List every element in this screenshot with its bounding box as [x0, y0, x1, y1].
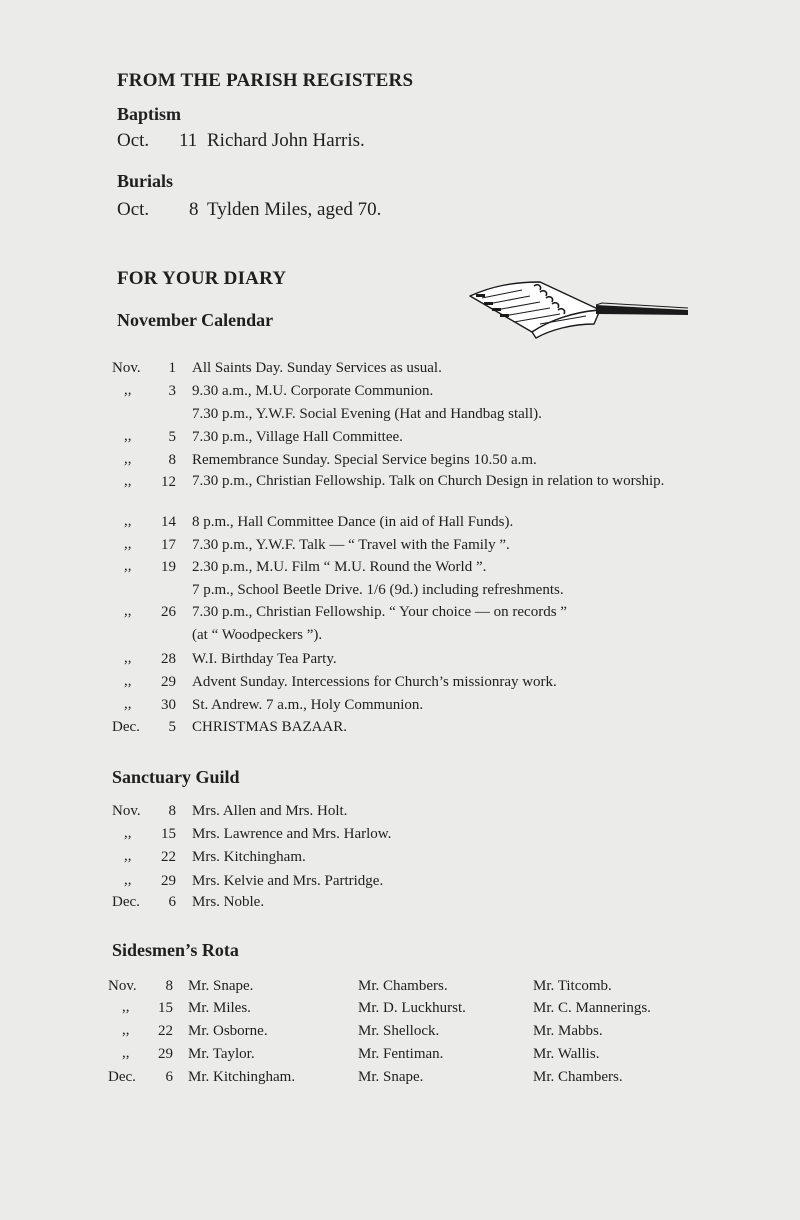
sanctuary-entry-month: ,, — [124, 848, 132, 864]
sidesmen-row-day: 6 — [165, 1069, 173, 1085]
sidesmen-name-first: Mr. Kitchingham. — [188, 1069, 296, 1085]
calendar-entry-month: ,, — [124, 603, 132, 619]
sanctuary-heading: Sanctuary Guild — [112, 767, 240, 787]
calendar-entry-day: 29 — [161, 674, 176, 690]
sidesmen-row-month: ,, — [122, 1022, 130, 1038]
burial-name: Tylden Miles, aged 70. — [207, 199, 382, 220]
diary-book-illustration — [462, 272, 692, 344]
sidesmen-name-second: Mr. D. Luckhurst. — [358, 1000, 466, 1016]
calendar-entry-day: 12 — [161, 474, 176, 490]
calendar-entry-month: ,, — [124, 696, 132, 712]
sidesmen-heading: Sidesmen’s Rota — [112, 940, 239, 960]
calendar-entry-day: 3 — [168, 383, 176, 399]
calendar-entry-text: 2.30 p.m., M.U. Film “ M.U. Round the World ”. — [192, 559, 487, 575]
sidesmen-name-first: Mr. Taylor. — [188, 1046, 255, 1062]
sidesmen-name-second: Mr. Chambers. — [358, 978, 448, 994]
calendar-entry-day: 8 — [168, 452, 176, 468]
calendar-entry-day: 26 — [161, 604, 176, 620]
calendar-entry-month: Nov. — [112, 360, 141, 376]
sidesmen-name-third: Mr. Mabbs. — [533, 1023, 603, 1039]
calendar-entry-day: 28 — [161, 651, 176, 667]
calendar-entry-day: 14 — [161, 514, 176, 530]
sidesmen-name-third: Mr. Titcomb. — [533, 978, 612, 994]
calendar-entry-month: ,, — [124, 536, 132, 552]
sidesmen-name-first: Mr. Osborne. — [188, 1023, 268, 1039]
calendar-heading: November Calendar — [117, 310, 274, 330]
calendar-entry-text: St. Andrew. 7 a.m., Holy Communion. — [192, 697, 424, 713]
sidesmen-name-third: Mr. Chambers. — [533, 1069, 623, 1085]
sidesmen-name-second: Mr. Shellock. — [358, 1023, 440, 1039]
sanctuary-entry-day: 8 — [168, 803, 176, 819]
registers-heading: FROM THE PARISH REGISTERS — [117, 70, 414, 91]
calendar-entry-text: 7 p.m., School Beetle Drive. 1/6 (9d.) including refreshments. — [192, 582, 564, 598]
calendar-entry-text: 9.30 a.m., M.U. Corporate Communion. — [192, 383, 434, 399]
baptism-name: Richard John Harris. — [207, 130, 365, 151]
calendar-entry-day: 1 — [168, 360, 176, 376]
sidesmen-name-third: Mr. Wallis. — [533, 1046, 600, 1062]
calendar-entry-month: Dec. — [112, 719, 140, 735]
diary-heading: FOR YOUR DIARY — [117, 268, 287, 289]
sidesmen-row-month: Dec. — [108, 1069, 136, 1085]
calendar-entry-text: (at “ Woodpeckers ”). — [192, 627, 323, 643]
calendar-entry-month: ,, — [124, 382, 132, 398]
calendar-entry-text: 7.30 p.m., Christian Fellowship. Talk on Church Design in relation to worship. — [192, 473, 665, 489]
calendar-entry-month: ,, — [124, 451, 132, 467]
calendar-entry-day: 19 — [161, 559, 176, 575]
burial-month: Oct. — [117, 199, 150, 220]
sanctuary-entry-day: 6 — [168, 894, 176, 910]
sidesmen-row-month: Nov. — [108, 978, 137, 994]
sidesmen-name-first: Mr. Miles. — [188, 1000, 251, 1016]
sanctuary-entry-month: ,, — [124, 825, 132, 841]
sidesmen-row-month: ,, — [122, 999, 130, 1015]
sidesmen-name-second: Mr. Snape. — [358, 1069, 424, 1085]
sanctuary-entry-month: Dec. — [112, 894, 140, 910]
sanctuary-entry-text: Mrs. Kelvie and Mrs. Partridge. — [192, 873, 384, 889]
sanctuary-entry-text: Mrs. Allen and Mrs. Holt. — [192, 803, 348, 819]
calendar-entry-month: ,, — [124, 673, 132, 689]
sidesmen-row-day: 15 — [158, 1000, 173, 1016]
calendar-entry-text: 8 p.m., Hall Committee Dance (in aid of Hall Funds). — [192, 514, 514, 530]
calendar-entry-day: 5 — [168, 719, 176, 735]
sanctuary-entry-text: Mrs. Lawrence and Mrs. Harlow. — [192, 826, 392, 842]
calendar-entry-month: ,, — [124, 650, 132, 666]
sanctuary-entry-text: Mrs. Kitchingham. — [192, 849, 306, 865]
burial-day: 8 — [189, 199, 199, 220]
burials-heading: Burials — [117, 171, 174, 191]
calendar-entry-text: Remembrance Sunday. Special Service begins 10.50 a.m. — [192, 452, 537, 468]
calendar-entry-text: Advent Sunday. Intercessions for Church’s missionray work. — [192, 674, 557, 690]
sanctuary-entry-day: 22 — [161, 849, 176, 865]
calendar-entry-month: ,, — [124, 473, 132, 489]
sidesmen-row-month: ,, — [122, 1045, 130, 1061]
baptism-day: 11 — [179, 130, 198, 151]
calendar-entry-text: All Saints Day. Sunday Services as usual. — [192, 360, 442, 376]
burial-entry — [117, 199, 381, 221]
calendar-entry-month: ,, — [124, 428, 132, 444]
sidesmen-row-day: 22 — [158, 1023, 173, 1039]
sanctuary-entry-month: ,, — [124, 872, 132, 888]
sidesmen-name-third: Mr. C. Mannerings. — [533, 1000, 651, 1016]
baptism-entry — [117, 130, 365, 152]
calendar-entry-text: 7.30 p.m., Christian Fellowship. “ Your choice — on records ” — [192, 604, 567, 620]
calendar-entry-day: 17 — [161, 537, 176, 553]
sidesmen-row-day: 29 — [158, 1046, 173, 1062]
sanctuary-entry-day: 15 — [161, 826, 176, 842]
calendar-entry-day: 30 — [161, 697, 176, 713]
sidesmen-name-first: Mr. Snape. — [188, 978, 254, 994]
calendar-entry-month: ,, — [124, 558, 132, 574]
sanctuary-entry-month: Nov. — [112, 803, 141, 819]
calendar-entry-text: 7.30 p.m., Village Hall Committee. — [192, 429, 403, 445]
calendar-entry-text: CHRISTMAS BAZAAR. — [192, 719, 348, 735]
sidesmen-row-day: 8 — [165, 978, 173, 994]
sidesmen-name-second: Mr. Fentiman. — [358, 1046, 444, 1062]
calendar-entry-month: ,, — [124, 513, 132, 529]
calendar-entry-day: 5 — [168, 429, 176, 445]
sanctuary-entry-day: 29 — [161, 873, 176, 889]
calendar-entry-text: 7.30 p.m., Y.W.F. Talk — “ Travel with the Family ”. — [192, 537, 510, 553]
baptism-month: Oct. — [117, 130, 150, 151]
baptism-heading: Baptism — [117, 104, 182, 124]
calendar-entry-text: 7.30 p.m., Y.W.F. Social Evening (Hat and Handbag stall). — [192, 406, 542, 422]
calendar-entry-text: W.I. Birthday Tea Party. — [192, 651, 337, 667]
sanctuary-entry-text: Mrs. Noble. — [192, 894, 265, 910]
